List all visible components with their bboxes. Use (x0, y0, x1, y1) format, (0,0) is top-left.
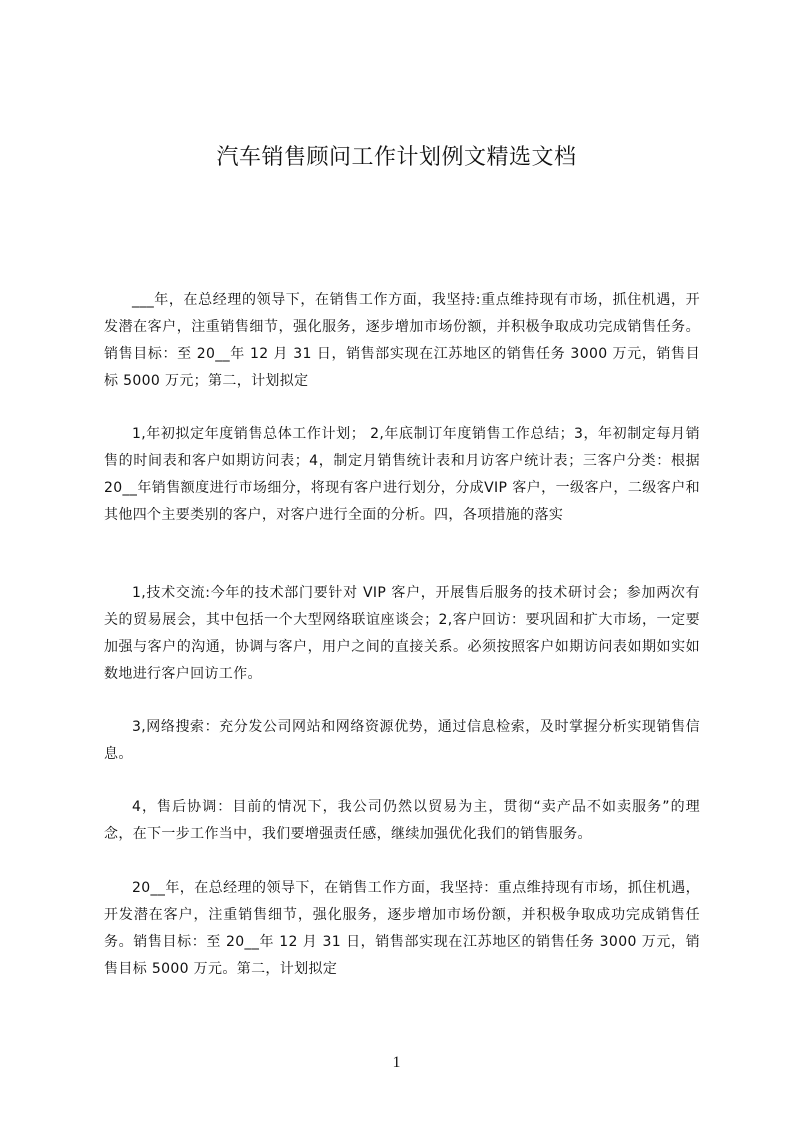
page-number: 1 (392, 1054, 401, 1071)
paragraph-sales-overview: ___年，在总经理的领导下，在销售工作方面，我坚持:重点维持现有市场，抓住机遇，开发潜在客户，注重销售细节，强化服务，逐步增加市场份额，并积极争取成功完成销售任务。销售目标：至 20__年 12 月 31 日，销售部实现在江苏地区的销售任务 3000 万元，销售目标 5000 万元；第二，计划拟定 (104, 292, 700, 389)
paragraph-technical-exchange: 1,技术交流:今年的技术部门要针对 VIP 客户，开展售后服务的技术研讨会；参加两次有关的贸易展会，其中包括一个大型网络联谊座谈会；2,客户回访：要巩固和扩大市场，一定要加强与客户的沟通，协调与客户，用户之间的直接关系。必须按照客户如期访问表如期如实如数地进行客户回访工作。 (104, 585, 700, 682)
paragraph-network-search: 3,网络搜索：充分发公司网站和网络资源优势，通过信息检索，及时掌握分析实现销售信息。 (104, 719, 700, 762)
paragraph-plan-items: 1,年初拟定年度销售总体工作计划； 2,年底制订年度销售工作总结；3，年初制定每月销售的时间表和客户如期访问表；4，制定月销售统计表和月访客户统计表；三客户分类：根据 20__年销售额度进行市场细分，将现有客户进行划分，分成VIP 客户，一级客户，二级客户和其他四个主要类别的客户，对客户进行全面的分析。四，各项措施的落实 (104, 426, 700, 523)
paragraph-after-sales: 4，售后协调：目前的情况下，我公司仍然以贸易为主，贯彻“卖产品不如卖服务”的理念，在下一步工作当中，我们要增强责任感，继续加强优化我们的销售服务。 (104, 799, 700, 842)
paragraph-sales-overview-repeat: 20__年，在总经理的领导下，在销售工作方面，我坚持：重点维持现有市场，抓住机遇，开发潜在客户，注重销售细节，强化服务，逐步增加市场份额，并积极争取成功完成销售任务。销售目标：至 20__年 12 月 31 日，销售部实现在江苏地区的销售任务 3000 万元，销售目标 5000 万元。第二，计划拟定 (104, 880, 700, 977)
document-title: 汽车销售顾问工作计划例文精选文档 (216, 145, 577, 170)
